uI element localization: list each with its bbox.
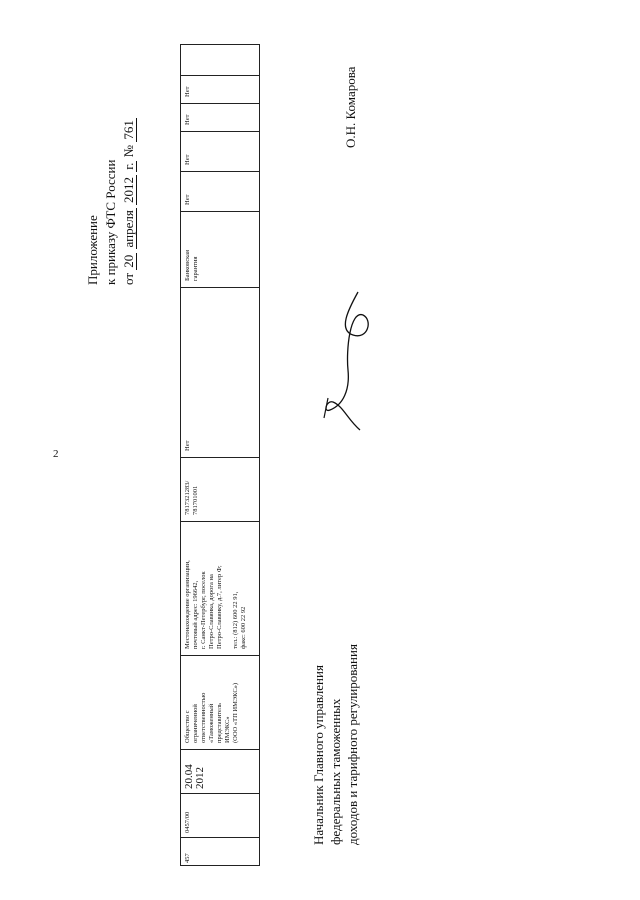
- order-day: 20: [121, 254, 136, 268]
- handwritten-signature: [318, 290, 378, 445]
- date-line-1: 20.04: [183, 764, 195, 789]
- organization-cell: Общество с ограниченной ответственностью «Таможенный представитель ИМЭКС» (ООО «ТП ИМЭКС»): [184, 682, 239, 743]
- order-month: апреля: [121, 210, 136, 248]
- flag-cell-2: Нет: [184, 154, 191, 165]
- table-divider: [181, 457, 259, 458]
- date-line-2: 2012: [194, 767, 206, 789]
- address-cell: Местонахождение организации, почтовый адрес: 196642, г. Санкт-Петербург, поселок Петро-Славянка, дорога на Петро-Славянку, д.7, литер Ф; тел.: (812) 600 22 91, факс: 600 22 92: [184, 560, 247, 649]
- signatory-name: О.Н. Комарова: [343, 66, 358, 148]
- table-divider: [181, 171, 259, 172]
- order-number: 761: [121, 120, 136, 140]
- flag-cell-3: Нет: [184, 114, 191, 125]
- order-year: 2012: [121, 176, 136, 203]
- signatory-title: Начальник Главного управления федеральных таможенных доходов и тарифного регулирования: [311, 644, 360, 845]
- date-cell: [184, 764, 206, 789]
- table-divider: [181, 131, 259, 132]
- table-divider: [181, 211, 259, 212]
- inn-kpp-cell: 7817321283/ 781701001: [184, 480, 199, 515]
- guarantee-cell: Банковская гарантия: [184, 249, 199, 281]
- registry-table: [180, 44, 260, 866]
- table-divider: [181, 287, 259, 288]
- page-number: 2: [53, 448, 59, 460]
- appendix-order-date: [120, 118, 138, 285]
- table-divider: [181, 75, 259, 76]
- branches-cell: Нет: [184, 440, 191, 451]
- table-divider: [181, 749, 259, 750]
- date-prefix: от: [121, 272, 136, 285]
- reg-number-cell: 0457/00: [184, 811, 191, 833]
- appendix-title: Приложение: [85, 215, 100, 285]
- table-divider: [181, 103, 259, 104]
- table-divider: [181, 521, 259, 522]
- table-divider: [181, 837, 259, 838]
- table-divider: [181, 793, 259, 794]
- appendix-order-ref: к приказу ФТС России: [103, 159, 118, 285]
- order-number-sign: №: [121, 144, 136, 158]
- order-year-suffix: г.: [121, 162, 136, 170]
- row-number-cell: 457: [184, 853, 191, 863]
- appendix-header: [84, 118, 138, 285]
- table-divider: [181, 655, 259, 656]
- flag-cell-4: Нет: [184, 86, 191, 97]
- flag-cell-1: Нет: [184, 194, 191, 205]
